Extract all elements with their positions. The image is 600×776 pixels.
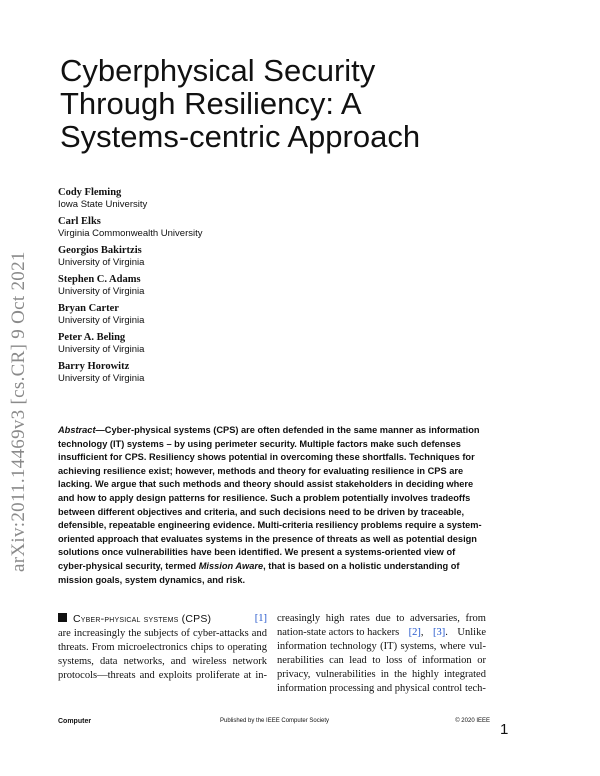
body-line	[277, 612, 486, 626]
word: proliferate	[196, 670, 240, 682]
word: to	[396, 613, 405, 624]
word: data	[99, 656, 118, 668]
author-name: Peter A. Beling	[58, 332, 126, 343]
body-line	[277, 640, 486, 654]
author	[58, 215, 358, 240]
author-list	[58, 186, 358, 389]
title-line: Cyberphysical Security	[60, 53, 376, 88]
author	[58, 273, 358, 298]
author-affiliation: University of Virginia	[58, 286, 145, 297]
word: rates	[350, 613, 370, 624]
word: and	[170, 656, 186, 668]
word: microelectronics	[117, 642, 188, 654]
word: networks,	[123, 656, 165, 668]
word: in	[380, 669, 389, 681]
word: lead	[349, 655, 367, 667]
word: adversaries,	[410, 613, 460, 624]
word: due	[375, 613, 391, 624]
word: From	[91, 642, 115, 654]
page-footer	[58, 718, 490, 730]
word: cyber-attacks	[192, 628, 249, 640]
body-column-left	[58, 612, 267, 683]
word: and	[139, 670, 155, 682]
author-name: Carl Elks	[58, 216, 101, 227]
title-line: Systems-centric Approach	[60, 119, 421, 154]
word: and	[251, 628, 267, 640]
author-name: Georgios Bakirtzis	[58, 245, 142, 256]
author-name: Bryan Carter	[58, 303, 119, 314]
word: are	[58, 628, 71, 640]
word: information	[277, 641, 327, 653]
citation-link[interactable]: [1]	[254, 613, 267, 624]
word: threats.	[58, 642, 89, 654]
body-line	[58, 669, 267, 683]
author-affiliation: University of Virginia	[58, 344, 145, 355]
word: of	[181, 628, 190, 640]
body-line	[58, 641, 267, 655]
body-line	[277, 682, 486, 696]
word: integrated	[443, 669, 486, 681]
word: the	[394, 669, 407, 681]
word: increasingly	[73, 628, 126, 640]
word: and	[376, 683, 393, 695]
author-name: Stephen C. Adams	[58, 274, 141, 285]
body-text-span: nation-state actors to hackers	[277, 627, 400, 639]
abstract-text-end: , that is based on a holistic understanding of mission goals, system dynamics, and risk.	[58, 560, 460, 585]
word: systems,	[58, 656, 94, 668]
author	[58, 244, 358, 269]
word: nerabilities	[277, 655, 324, 667]
paper-title	[60, 54, 500, 153]
word: high	[325, 613, 345, 624]
body-line	[58, 627, 267, 641]
word: privacy,	[277, 669, 311, 681]
author	[58, 360, 358, 385]
title-line: Through Resiliency: A	[60, 86, 362, 121]
author-affiliation: University of Virginia	[58, 373, 145, 384]
word: the	[128, 628, 142, 640]
author-name: Cody Fleming	[58, 187, 122, 198]
word: of	[407, 655, 417, 667]
word: in-	[255, 670, 267, 682]
word: systems,	[400, 641, 437, 653]
word: to	[216, 642, 225, 654]
word: from	[465, 613, 486, 624]
author-affiliation: Iowa State University	[58, 199, 148, 210]
word: at	[243, 670, 252, 682]
author	[58, 331, 358, 356]
lead-in-smallcaps: Cyber-physical systems (CPS)	[73, 613, 212, 625]
word: loss	[385, 655, 403, 667]
page-number: 1	[500, 721, 509, 738]
footer-copyright: © 2020 IEEE	[455, 718, 490, 724]
body-line	[277, 668, 486, 682]
word: protocols—threats	[58, 670, 136, 682]
author-affiliation: Virginia Commonwealth University	[58, 228, 203, 239]
word: can	[329, 655, 344, 667]
body-text-span: Unlike	[457, 627, 486, 639]
word: subjects	[144, 628, 179, 640]
word: technology	[330, 641, 377, 653]
abstract-emphasis: Mission Aware	[198, 560, 264, 571]
body-line: nation-state actors to hackers [2], [3]. Unlike	[277, 626, 486, 640]
word: creasingly	[277, 613, 321, 624]
word: chips	[190, 642, 213, 654]
word: vulnerabilities	[315, 669, 376, 681]
abstract-label: Abstract	[58, 425, 96, 435]
author-affiliation: University of Virginia	[58, 315, 145, 326]
author-affiliation: University of Virginia	[58, 257, 145, 268]
word: vul-	[469, 641, 486, 653]
word: to	[372, 655, 381, 667]
section-square-icon	[58, 613, 67, 622]
body-text	[58, 612, 490, 695]
word: or	[477, 655, 486, 667]
word: processing	[329, 683, 375, 695]
word: tech-	[464, 683, 486, 695]
body-line	[58, 612, 267, 627]
author	[58, 186, 358, 211]
word: where	[439, 641, 466, 653]
footer-journal: Computer	[58, 718, 92, 725]
word: physical	[394, 683, 430, 695]
word: control	[432, 683, 463, 695]
abstract	[58, 424, 483, 587]
body-line	[277, 654, 486, 668]
word: (IT)	[380, 641, 398, 653]
footer-publisher: Published by the IEEE Computer Society	[220, 718, 330, 724]
word: highly	[412, 669, 439, 681]
author	[58, 302, 358, 327]
word: network	[232, 656, 267, 668]
body-column-right	[277, 612, 486, 697]
citation-link[interactable]: [2]	[408, 627, 421, 639]
word: wireless	[192, 656, 227, 668]
body-line	[58, 655, 267, 669]
citation-link[interactable]: [3]	[433, 627, 446, 639]
abstract-text: —Cyber-physical systems (CPS) are often defended in the same manner as information technology (IT) systems – by using perimeter security. Multiple factors make such defenses insufficient for CPS. Resiliency shows potential in overcoming these shortfalls. Techniques for achieving resilience exist; however, methods and theory for evaluating resilience in CPS are lacking. We argue that such methods and theory should assist stakeholders in deciding where and how to apply design patterns for resilience. Such a problem potentially involves tradeoffs between different objectives and criteria, and such decisions need to be driven by traceable, defensible, repeatable engineering evidence. Multi-criteria resiliency problems require a system-oriented approach that evaluates systems in the presence of threats as well as potential design solutions once vulnerabilities have been identified. We present a systems-oriented view of cyber-physical security, termed	[58, 425, 482, 571]
word: operating	[227, 642, 267, 654]
word: information	[277, 683, 327, 695]
word: exploits	[158, 670, 192, 682]
author-name: Barry Horowitz	[58, 361, 130, 372]
word: information	[422, 655, 472, 667]
arxiv-stamp: arXiv:2011.14469v3 [cs.CR] 9 Oct 2021	[8, 251, 29, 572]
